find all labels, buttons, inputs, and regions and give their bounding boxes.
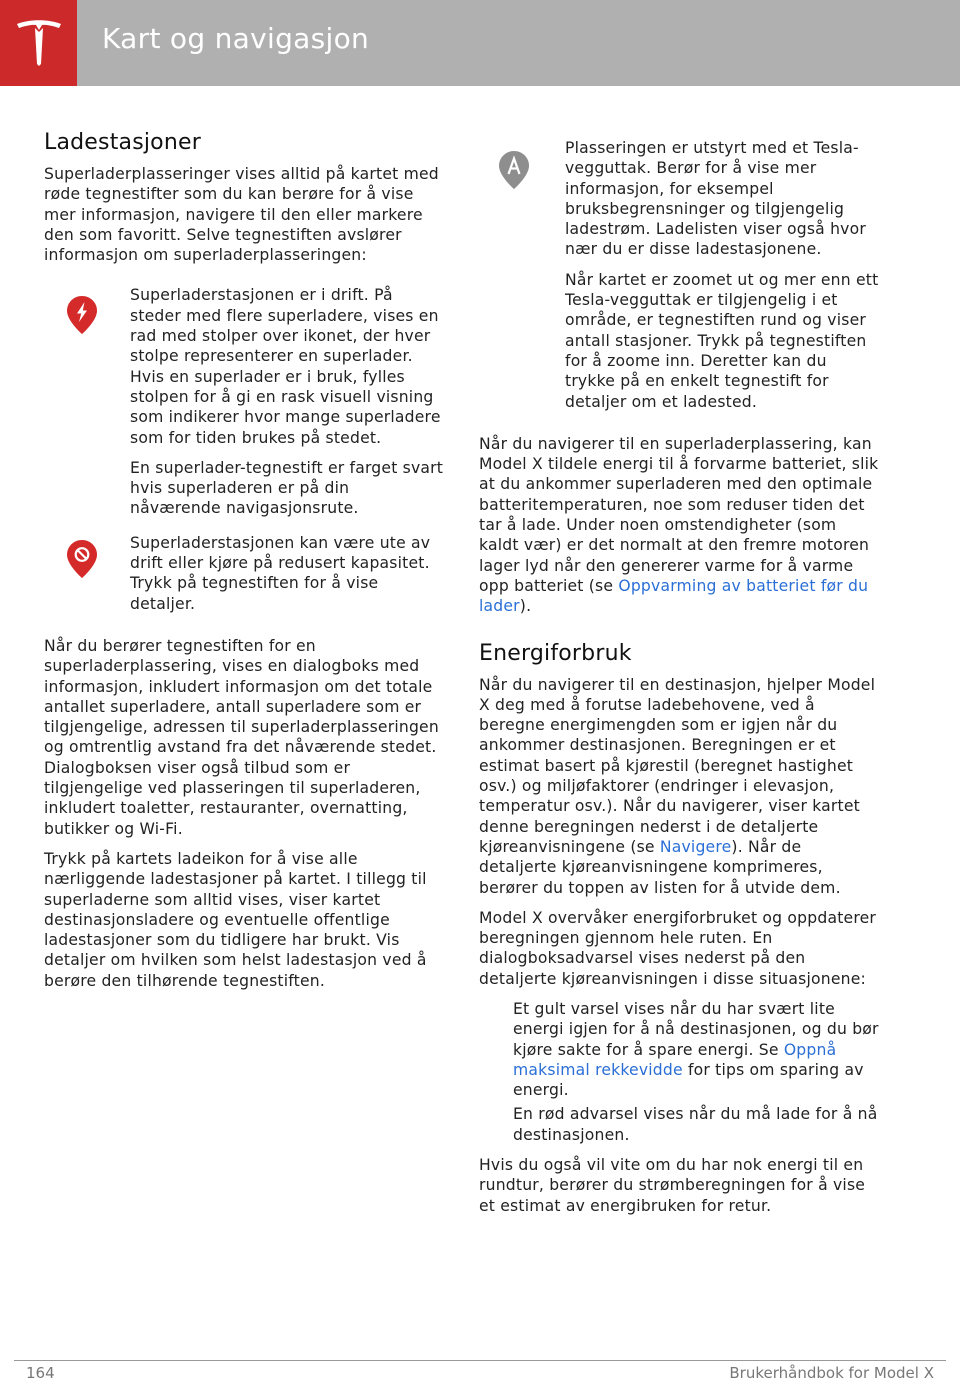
section-title: Kart og navigasjon — [102, 22, 370, 55]
heading-ladestasjoner: Ladestasjoner — [44, 130, 201, 155]
footer-divider — [14, 1360, 946, 1361]
yellow-warning-text: Et gult varsel vises når du har svært lite energi igjen for å nå destinasjonen, og du bør kjøre sakte for å spare energi. Se Oppnå maksimal rekkevidde for tips om sparing av energi. — [513, 999, 879, 1100]
wall-connector-block — [479, 138, 879, 412]
intro-paragraph: Superladerplasseringer vises alltid på kartet med røde tegnestifter som du kan berøre for å vise mer informasjon, navigere til den eller markere den som favoritt. Selve tegnestiften avslører informasjon om superladerplasseringen: — [44, 165, 439, 265]
precondition-paragraph: Når du navigerer til en superladerplassering, kan Model X tildele energi til å forvarme batteriet, slik at du ankommer superladeren med den optimale batteritemperaturen, noe som reduser tiden det tar å lade. Under noen omstendigheter (som kaldt vær) er det normalt at den fremre motoren lager lyd når den genererer varme for å varme opp batteriet (se Oppvarming av batteriet før du lader). — [479, 434, 879, 616]
energy-paragraph: Når du navigerer til en destinasjon, hjelper Model X deg med å forutse ladebehovene, ved å beregne energimengden som er igjen når du ankommer destinasjonen. Beregningen er et estimat basert på kjørestil (beregnet hastighet osv.) og miljøfaktorer (endringer i elevasjon, temperatur osv.). Når du navigerer, viser kartet denne beregningen nederst i de detaljerte kjøreanvisningene (se Navigere). Når de detaljerte kjøreanvisningene komprimeres, berører du toppen av listen for å utvide dem. — [479, 675, 876, 897]
supercharger-working-text-1: Superladerstasjonen er i drift. På steder med flere superladere, vises en rad med stolper over ikonet, der hver stolpe representerer en superlader. Hvis en superlader er i bruk, fylles stolpen for å gi en rask visuell visning som indikerer hvor mange superladere som for tiden brukes på stedet. — [130, 286, 441, 447]
wall-connector-text-2: Når kartet er zoomet ut og mer enn ett Tesla-vegguttak er tilgjengelig i et område, er tegnestiften rund og viser antall stasjoner. Trykk på tegnestiften for å zoome inn. Deretter kan du trykke på en enkelt tegnestift for detaljer om et ladested. — [565, 270, 879, 411]
dialog-info-paragraph: Når du berører tegnestiften for en superladerplassering, vises en dialogboks med informasjon, inkludert informasjon om det totale antallet superladere, antall superladere som er tilgjengelige, adressen til superladerplasseringen og omtrentlig avstand fra det nåværende stedet. Dialogboksen viser også tilbud som er tilgjengelige ved plasseringen til superladeren, inkludert toaletter, restauranter, overnatting, butikker og Wi-Fi. — [44, 636, 439, 838]
supercharger-offline-text: Superladerstasjonen kan være ute av drift eller kjøre på redusert kapasitet. Trykk på tegnestiften for å vise detaljer. — [130, 533, 431, 613]
navigere-link[interactable]: Navigere — [659, 837, 732, 856]
supercharger-offline-block — [44, 533, 444, 614]
manual-title: Brukerhåndbok for Model X — [729, 1364, 934, 1382]
supercharger-working-text-2: En superlader-tegnestift er farget svart hvis superladeren er på din nåværende navigasjonsrute. — [130, 458, 444, 518]
roundtrip-paragraph: Hvis du også vil vite om du har nok energi til en rundtur, berører du strømberegningen for å vise et estimat av energibruken for retur. — [479, 1156, 866, 1215]
supercharger-working-block — [44, 285, 444, 518]
tesla-logo-icon — [15, 18, 63, 68]
red-warning-text: En rød advarsel vises når du må lade for å nå destinasjonen. — [513, 1105, 878, 1144]
right-column — [479, 138, 879, 1226]
page-number: 164 — [26, 1364, 55, 1382]
charge-icon-paragraph: Trykk på kartets ladeikon for å vise alle nærliggende ladestasjoner på kartet. I tillegg til superladerne som alltid vises, viser kartet destinasjonsladere og eventuelle offentlige ladestasjoner som du tidligere har brukt. Vis detaljer om hvilken som helst ladestasjon ved å berøre den tilhørende tegnestiften. — [44, 849, 427, 990]
heading-energiforbruk: Energiforbruk — [479, 640, 632, 666]
supercharger-offline-pin-icon — [66, 539, 98, 579]
left-column — [44, 128, 444, 1001]
supercharger-pin-icon — [66, 295, 98, 335]
wall-connector-pin-icon — [498, 150, 530, 190]
wall-connector-text-1: Plasseringen er utstyrt med et Tesla-vegguttak. Berør for å vise mer informasjon, for eksempel bruksbegrensninger og tilgjengelig ladestrøm. Ladelisten viser også hvor nær du er disse ladestasjonene. — [565, 139, 866, 259]
precondition-link[interactable]: Oppvarming av batteriet før du lader — [479, 576, 869, 616]
page-header — [0, 0, 960, 86]
tesla-logo — [0, 0, 77, 86]
monitor-paragraph: Model X overvåker energiforbruket og oppdaterer beregningen gjennom hele ruten. En dialogboksadvarsel vises nederst på den detaljerte kjøreanvisningen i disse situasjonene: — [479, 908, 876, 988]
max-range-link[interactable]: Oppnå maksimal rekkevidde — [513, 1040, 837, 1079]
warnings-list — [479, 999, 879, 1145]
